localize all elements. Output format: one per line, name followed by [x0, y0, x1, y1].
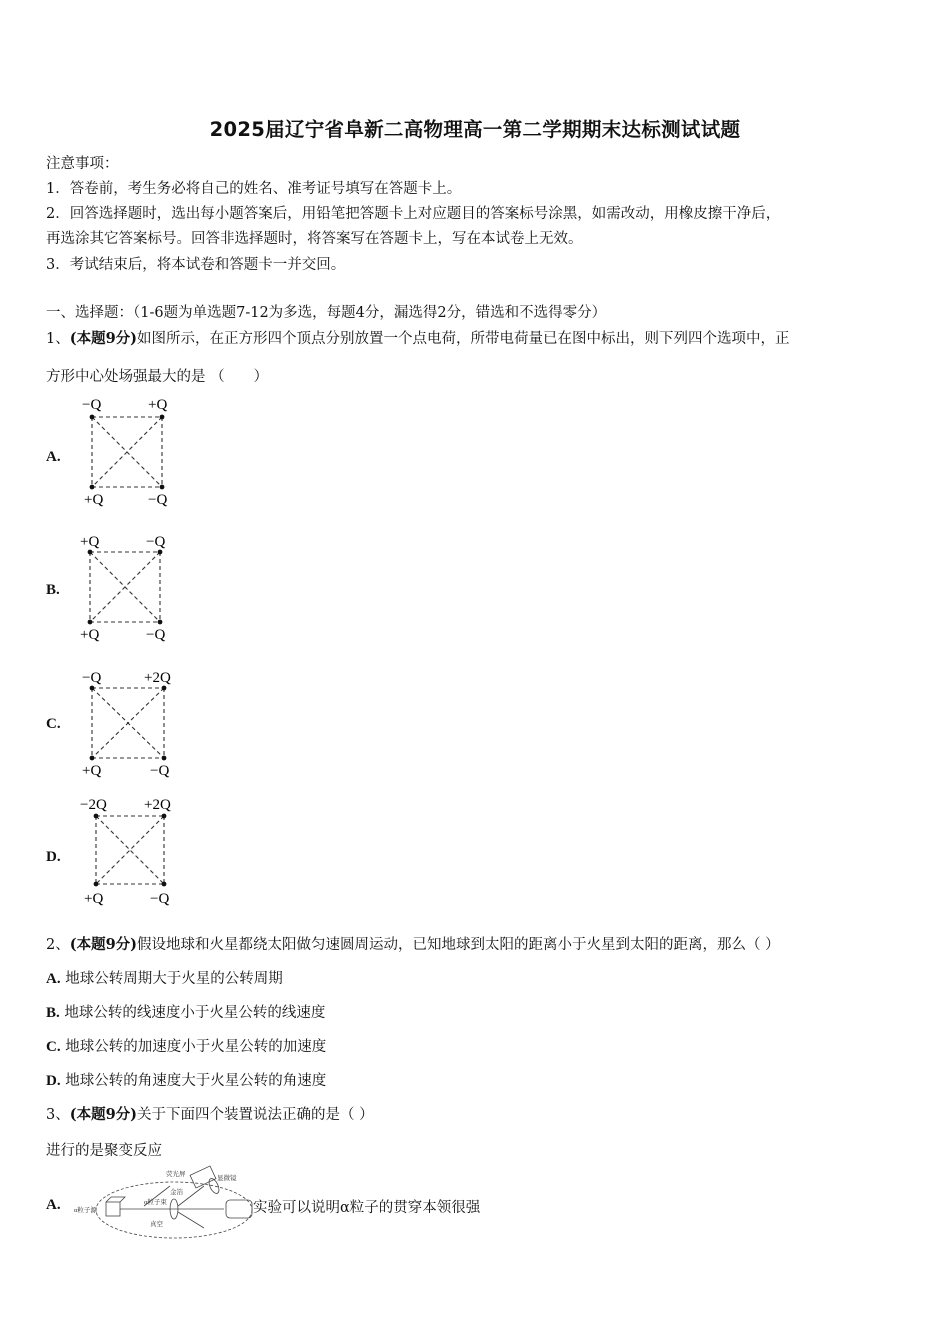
- q1-option-d-label[interactable]: D.: [46, 849, 61, 865]
- fig-label-foil: 金箔: [170, 1189, 183, 1196]
- charge-label-br: −Q: [146, 627, 166, 643]
- q2-option-a[interactable]: A. 地球公转周期大于火星的公转周期: [46, 971, 283, 987]
- q1-option-b-label[interactable]: B.: [46, 582, 60, 598]
- question-2-tag: (本题9分): [69, 936, 138, 953]
- charge-label-bl: +Q: [84, 492, 104, 508]
- question-2-text: 假设地球和火星都绕太阳做匀速圆周运动，已知地球到太阳的距离小于火星到太阳的距离，那么（ ）: [137, 937, 780, 953]
- charge-label-bl: +Q: [84, 891, 104, 907]
- charge-label-tl: −Q: [82, 670, 102, 686]
- q2-option-d[interactable]: D. 地球公转的角速度大于火星公转的角速度: [46, 1073, 327, 1089]
- q1-option-c-label[interactable]: C.: [46, 716, 61, 732]
- charge-label-br: −Q: [150, 891, 170, 907]
- charge-label-tr: +2Q: [144, 797, 171, 813]
- notice-item-2-cont: 再选涂其它答案标号。回答非选择题时，将答案写在答题卡上，写在本试卷上无效。: [46, 231, 583, 247]
- question-2-number: 2、: [46, 937, 70, 953]
- rutherford-scattering-diagram: [74, 1166, 254, 1246]
- q2-option-b[interactable]: B. 地球公转的线速度小于火星公转的线速度: [46, 1005, 326, 1021]
- q1-option-a-label[interactable]: A.: [46, 449, 61, 465]
- question-1-line2: 方形中心处场强最大的是 （ ）: [46, 369, 269, 385]
- charge-label-tl: +Q: [80, 534, 100, 550]
- notice-item-3: 3．考试结束后，将本试卷和答题卡一并交回。: [46, 257, 346, 273]
- fig-label-vacuum: 真空: [150, 1221, 163, 1228]
- fig-label-microscope: 显微镜: [217, 1175, 237, 1182]
- q2-option-c[interactable]: C. 地球公转的加速度小于火星公转的加速度: [46, 1039, 327, 1055]
- question-1-number: 1、: [46, 331, 70, 347]
- charge-label-tl: −2Q: [80, 797, 107, 813]
- q3-option-a-text: 实验可以说明α粒子的贯穿本领很强: [253, 1200, 481, 1216]
- notice-item-1: 1．答卷前，考生务必将自己的姓名、准考证号填写在答题卡上。: [46, 181, 462, 197]
- fig-label-source: α粒子源: [74, 1207, 97, 1214]
- charge-label-tr: −Q: [146, 534, 166, 550]
- q1-option-c-diagram: [80, 666, 190, 781]
- notice-heading: 注意事项：: [46, 156, 119, 172]
- question-3-stem: [46, 1103, 374, 1124]
- charge-label-bl: +Q: [82, 763, 102, 779]
- charge-label-tl: −Q: [82, 397, 102, 413]
- notice-item-2: 2．回答选择题时，选出每小题答案后，用铅笔把答题卡上对应题目的答案标号涂黑，如需改动，用橡皮擦干净后，: [46, 206, 781, 222]
- section-heading: 一、选择题：（1-6题为单选题7-12为多选，每题4分，漏选得2分，错选和不选得零分）: [46, 305, 607, 321]
- q1-option-b-diagram: [78, 530, 178, 645]
- fig-label-beam: α粒子束: [144, 1199, 167, 1206]
- question-2-stem: [46, 933, 780, 954]
- page-title: 2025届辽宁省阜新二高物理高一第二学期期末达标测试试题: [209, 118, 741, 141]
- q1-option-d-diagram: [80, 794, 190, 909]
- fig-label-screen: 荧光屏: [166, 1171, 186, 1178]
- question-3-number: 3、: [46, 1107, 70, 1123]
- charge-label-tr: +Q: [148, 397, 168, 413]
- q1-option-a-diagram: [80, 395, 180, 510]
- question-3-line2: 进行的是聚变反应: [46, 1143, 162, 1159]
- question-1-tag: (本题9分): [69, 330, 138, 347]
- charge-label-bl: +Q: [80, 627, 100, 643]
- question-3-tag: (本题9分): [69, 1106, 138, 1123]
- question-1-stem: [46, 327, 790, 348]
- question-1-line1: 如图所示，在正方形四个顶点分别放置一个点电荷，所带电荷量已在图中标出，则下列四个选项中，正: [137, 331, 790, 347]
- charge-label-br: −Q: [150, 763, 170, 779]
- charge-label-br: −Q: [148, 492, 168, 508]
- q3-option-a-label[interactable]: A.: [46, 1197, 61, 1213]
- question-3-text: 关于下面四个装置说法正确的是（ ）: [137, 1107, 374, 1123]
- charge-label-tr: +2Q: [144, 670, 171, 686]
